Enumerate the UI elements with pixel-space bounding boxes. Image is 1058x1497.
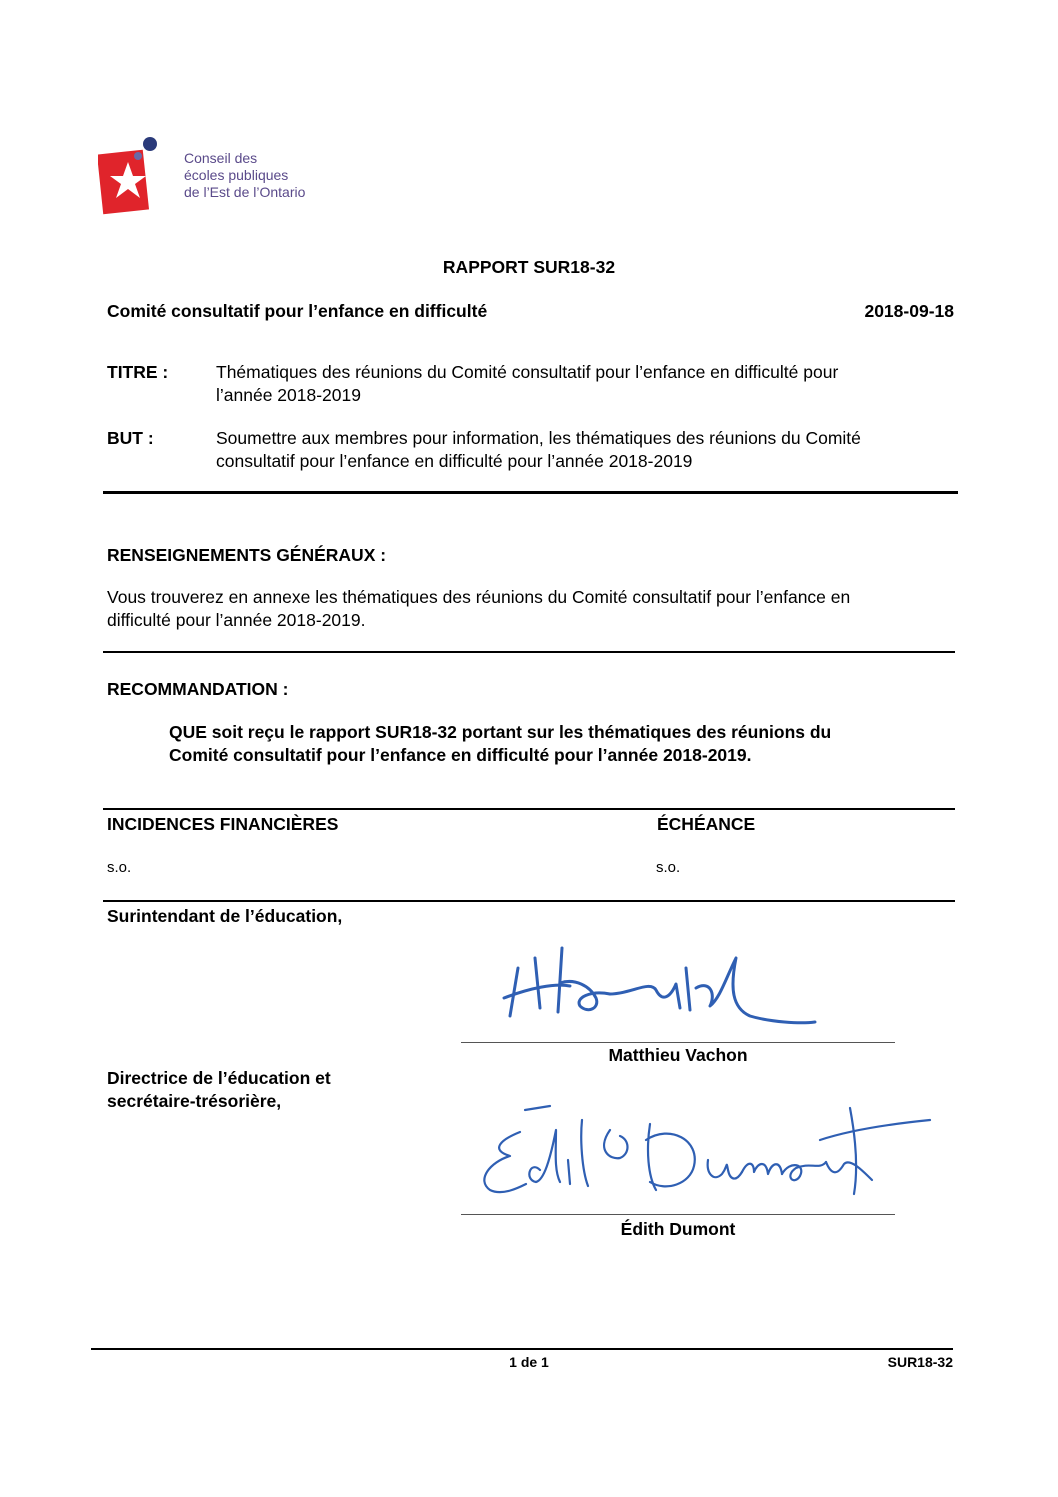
report-title: RAPPORT SUR18-32	[442, 257, 616, 277]
recommandation-line-1: QUE soit reçu le rapport SUR18-32 portant sur les thématiques des réunions du	[169, 722, 832, 742]
titre-line-1: Thématiques des réunions du Comité consultatif pour l’enfance en difficulté pour	[216, 362, 839, 382]
signature-line-1	[461, 1042, 895, 1043]
but-line-2: consultatif pour l’enfance en difficulté pour l’année 2018-2019	[216, 451, 693, 471]
logo-mark-icon	[98, 136, 160, 216]
role-director-line-1: Directrice de l’éducation et	[107, 1068, 331, 1088]
titre-label: TITRE :	[107, 362, 169, 382]
logo-line-3: de l’Est de l’Ontario	[184, 184, 306, 200]
but-line-1: Soumettre aux membres pour information, les thématiques des réunions du Comité	[216, 428, 861, 448]
renseignements-line-1: Vous trouverez en annexe les thématiques des réunions du Comité consultatif pour l’enfance en	[107, 587, 851, 607]
footer-reference: SUR18-32	[887, 1354, 953, 1370]
logo-line-1: Conseil des	[184, 150, 258, 166]
committee-name: Comité consultatif pour l’enfance en difficulté	[107, 301, 488, 321]
echeance-heading: ÉCHÉANCE	[657, 814, 756, 834]
titre-text	[216, 361, 838, 407]
role-director-line-2: secrétaire-trésorière,	[107, 1091, 282, 1111]
footer-page-number: 1 de 1	[509, 1354, 549, 1370]
renseignements-text	[107, 586, 850, 632]
footer-rule	[91, 1348, 953, 1350]
signature-line-2	[461, 1214, 895, 1215]
recommandation-line-2: Comité consultatif pour l’enfance en difficulté pour l’année 2018-2019.	[169, 745, 752, 765]
recommandation-text	[169, 721, 831, 767]
logo-line-2: écoles publiques	[184, 167, 289, 183]
signature-edith-dumont	[470, 1100, 940, 1210]
role-director	[107, 1067, 331, 1113]
renseignements-heading: RENSEIGNEMENTS GÉNÉRAUX :	[107, 545, 387, 565]
titre-line-2: l’année 2018-2019	[216, 385, 361, 405]
report-date: 2018-09-18	[864, 301, 954, 321]
divider-thick	[103, 491, 958, 494]
echeance-value: s.o.	[656, 859, 681, 876]
divider-3	[103, 808, 955, 810]
role-superintendent: Surintendant de l’éducation,	[107, 906, 343, 926]
recommandation-heading: RECOMMANDATION :	[107, 679, 289, 699]
signatory-name-2: Édith Dumont	[620, 1219, 736, 1239]
divider-4	[103, 900, 955, 902]
logo	[98, 136, 306, 216]
divider-2	[103, 651, 955, 653]
signatory-name-1: Matthieu Vachon	[608, 1045, 748, 1065]
signature-matthieu-vachon	[500, 928, 820, 1028]
but-label: BUT :	[107, 428, 154, 448]
incidences-value: s.o.	[107, 859, 132, 876]
renseignements-line-2: difficulté pour l’année 2018-2019.	[107, 610, 366, 630]
but-text	[216, 427, 861, 473]
incidences-heading: INCIDENCES FINANCIÈRES	[107, 814, 339, 834]
